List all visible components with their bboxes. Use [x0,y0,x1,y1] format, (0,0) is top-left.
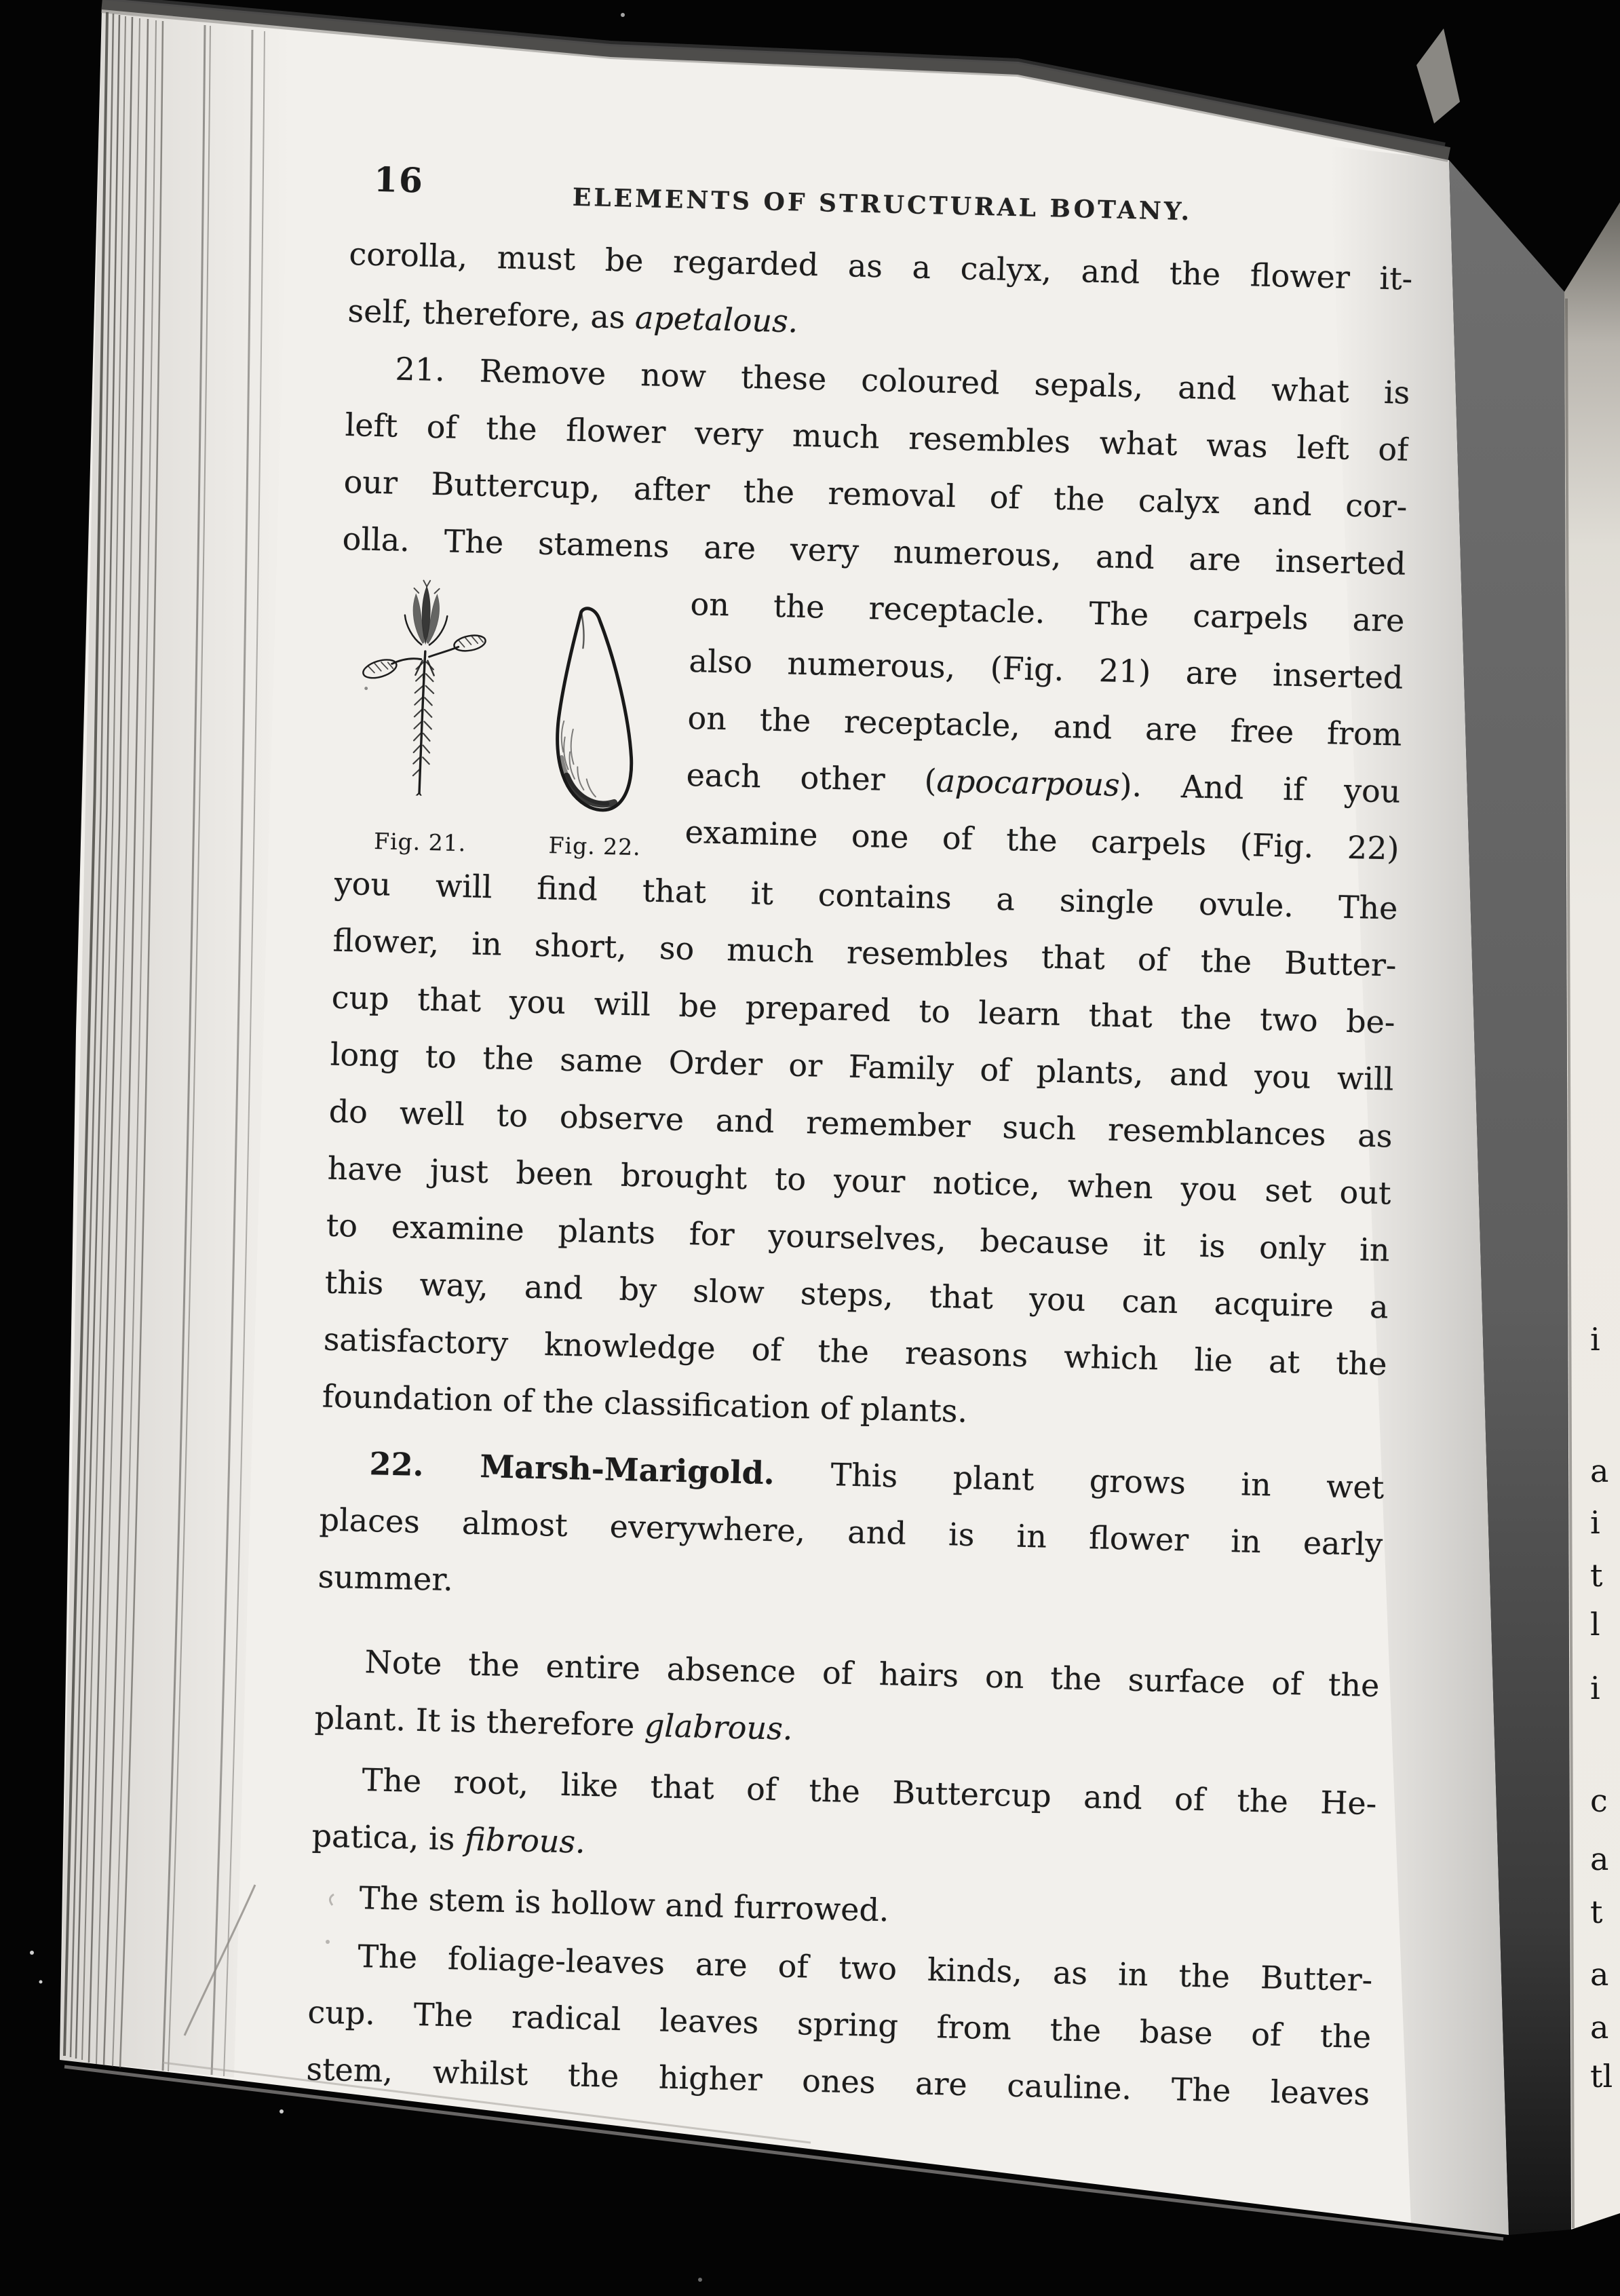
edge-letter: i [1590,1670,1600,1706]
figures-block [335,567,691,863]
text-line: The foliage-leaves are of two kinds, as in the Butter- [357,1937,1373,1999]
text-run: each other ( [686,756,938,799]
text-line: The root, like that of the Buttercup and of the He- [362,1761,1377,1822]
text-line: The stem is hollow and furrowed. [358,1879,890,1929]
edge-letter: a [1590,1841,1609,1877]
text-line: left of the flower very much resembles what was left of [345,406,1409,468]
text-line: this way, and by slow steps, that you can acquire a [324,1263,1389,1326]
text-run: plant. It is therefore [314,1699,645,1744]
text-line: cup that you will be prepared to learn that the two be- [331,978,1396,1041]
edge-letter: c [1590,1782,1608,1819]
text-line: flower, in short, so much resembles that of the Butter- [332,921,1397,984]
text-line: also numerous, (Fig. 21) are inserted [689,642,1404,696]
text-line: long to the same Order or Family of plants, and you will [330,1035,1395,1098]
text-line: 21. Remove now these coloured sepals, and what is [395,350,1410,411]
text-run: patica, is [311,1817,465,1858]
edge-letter: t [1590,1894,1603,1930]
text-line: have just been brought to your notice, when you set out [327,1149,1392,1212]
italic-term: fibrous. [464,1820,586,1860]
text-line: cup. The radical leaves spring from the base of the [307,1993,1372,2056]
edge-letter: i [1590,1504,1600,1541]
edge-letter: i [1590,1321,1600,1358]
edge-letter: a [1590,2009,1609,2046]
edge-letter: a [1590,1956,1609,1993]
text-line: do well to observe and remember such resemblances as [328,1092,1393,1155]
italic-term: glabrous. [644,1706,794,1747]
text-line: olla. The stamens are very numerous, and are inserted [342,520,1406,582]
italic-term: apocarpous [936,762,1121,803]
text-line: examine one of the carpels (Fig. 22) [684,813,1400,867]
text-run: This plant grows in wet [830,1456,1385,1506]
section-heading: Marsh-Marigold. [479,1448,832,1493]
page-content [306,157,1415,2122]
text-line: Note the entire absence of hairs on the surface of the [364,1643,1380,1704]
text-line: to examine plants for yourselves, because it is only in [326,1206,1391,1269]
text-line: on the receptacle. The carpels are [690,585,1405,639]
italic-term: apetalous. [634,299,798,340]
fig21-flower-sprig-illustration [343,575,505,797]
figure-21-caption: Fig. 21. [373,828,467,857]
section-number: 22. [369,1445,481,1485]
figure-22 [505,571,691,863]
text-line: stem, whilst the higher ones are cauline. The leaves [305,2050,1370,2113]
text-run: self, therefore, as [347,292,636,336]
text-line: summer. [317,1558,454,1599]
text-line: satisfactory knowledge of the reasons which lie at the [323,1320,1388,1383]
text-line: you will find that it contains a single ovule. The [334,864,1398,927]
running-title: ELEMENTS OF STRUCTURAL BOTANY. [572,183,1193,227]
text-line: corolla, must be regarded as a calyx, and the flower it- [349,235,1413,297]
text-line: our Buttercup, after the removal of the calyx and cor- [343,463,1408,525]
edge-letter: tl [1590,2058,1613,2094]
text-line: on the receptacle, and are free from [687,699,1403,753]
edge-letter: a [1590,1453,1609,1489]
wrapped-text-column [684,575,1406,880]
figure-21 [335,567,512,859]
figures-and-wrapped-text [335,567,1406,880]
text-run: ). And if you [1119,766,1402,810]
page-number: 16 [373,159,425,201]
figure-22-caption: Fig. 22. [548,832,642,861]
edge-letter: l [1590,1606,1600,1643]
edge-letter: t [1590,1557,1603,1594]
text-line: places almost everywhere, and is in flower in early [319,1501,1383,1563]
text-line: foundation of the classification of plants. [322,1377,968,1430]
fig22-carpel-illustration [518,596,679,823]
page-corner-tab [1416,28,1460,123]
